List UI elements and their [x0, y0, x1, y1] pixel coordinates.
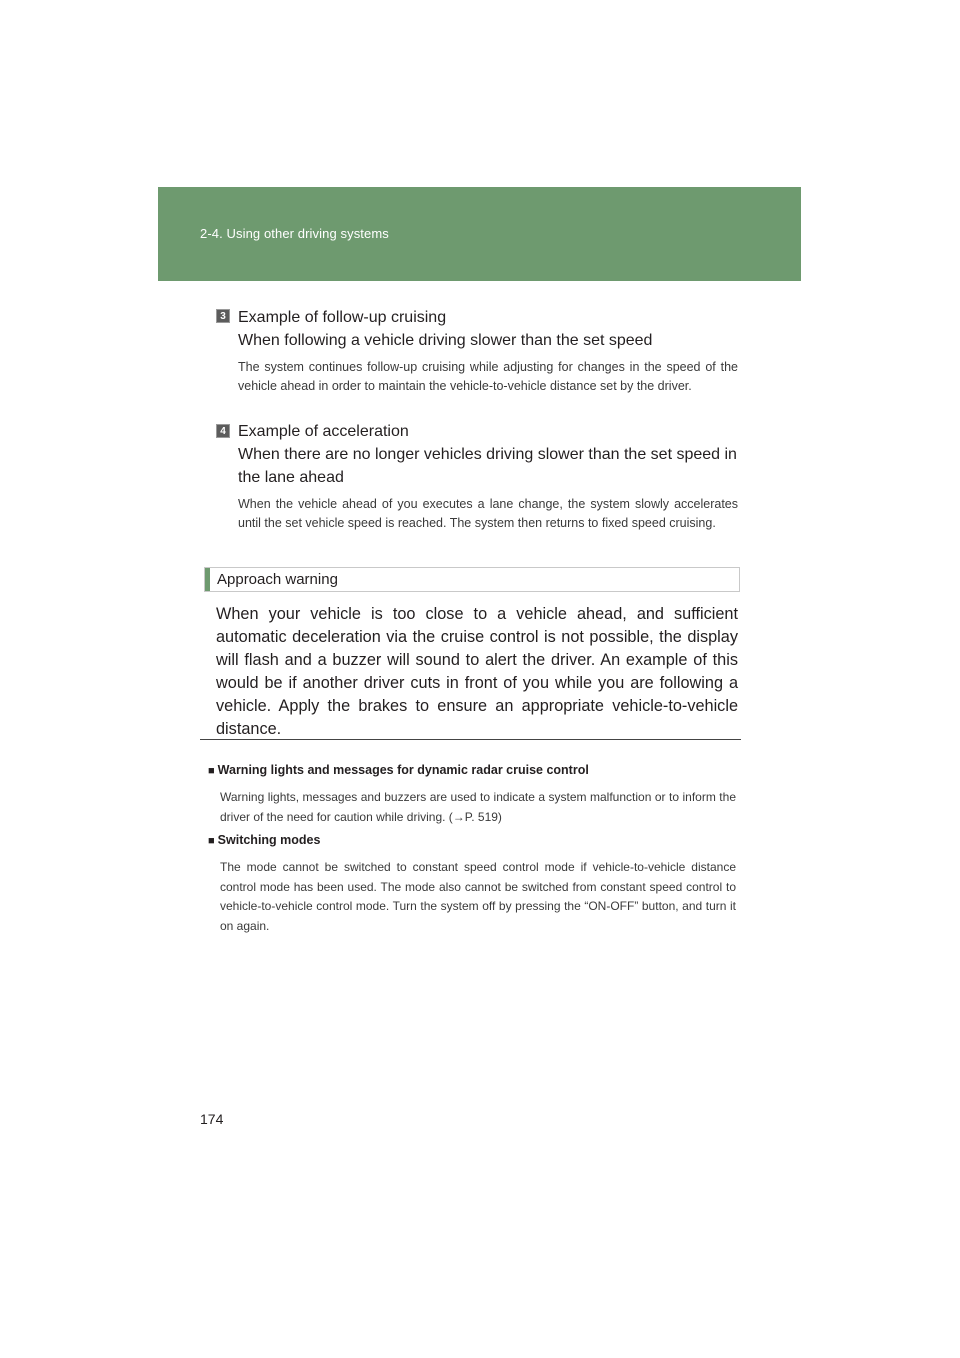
note-title: [208, 831, 736, 850]
square-bullet-icon: ■: [208, 835, 215, 847]
step-marker: 4: [216, 424, 230, 438]
note-title: [208, 761, 736, 780]
note-title-text: Switching modes: [217, 833, 321, 847]
item-title-line2: When following a vehicle driving slower than the set speed: [238, 332, 653, 349]
item-title-line1: Example of acceleration: [238, 423, 409, 440]
note-switching-modes: [208, 831, 736, 936]
item-description: When the vehicle ahead of you executes a lane change, the system slowly accelerates until the set vehicle speed is reached. The system then returns to fixed speed cruising.: [238, 497, 738, 530]
note-body: Warning lights, messages and buzzers are used to indicate a system malfunction or to inform the driver of the need for caution while driving. (→P. 519): [220, 790, 736, 824]
heading-accent-bar: [205, 568, 210, 591]
divider-rule: [200, 739, 741, 740]
item-description: The system continues follow-up cruising while adjusting for changes in the speed of the vehicle ahead in order to maintain the vehicle-to-vehicle distance set by the driver.: [238, 360, 738, 393]
page-number: 174: [200, 1111, 224, 1127]
example-item-3: [216, 306, 738, 396]
note-warning-lights: [208, 761, 736, 827]
item-title-line2: When there are no longer vehicles driving slower than the set speed in the lane ahead: [238, 446, 737, 486]
section-title: 2-4. Using other driving systems: [200, 226, 389, 241]
square-bullet-icon: ■: [208, 765, 215, 777]
note-title-text: Warning lights and messages for dynamic radar cruise control: [217, 763, 589, 777]
item-title-line1: Example of follow-up cruising: [238, 309, 447, 326]
example-item-4: [216, 420, 738, 533]
step-marker: 3: [216, 309, 230, 323]
note-body: The mode cannot be switched to constant speed control mode if vehicle-to-vehicle distance control mode has been used. The mode also cannot be switched from constant speed control to vehicle-to-vehicle control mode. Turn the system off by pressing the “ON-OFF” button, and turn it on again.: [220, 860, 736, 933]
approach-warning-body: When your vehicle is too close to a vehicle ahead, and sufficient automatic deceleration via the cruise control is not possible, the display will flash and a buzzer will sound to alert the driver. An example of this would be if another driver cuts in front of you while you are following a vehicle. Apply the brakes to ensure an appropriate vehicle-to-vehicle distance.: [216, 605, 738, 738]
heading-text: Approach warning: [217, 571, 338, 588]
approach-warning-heading: [204, 567, 740, 592]
